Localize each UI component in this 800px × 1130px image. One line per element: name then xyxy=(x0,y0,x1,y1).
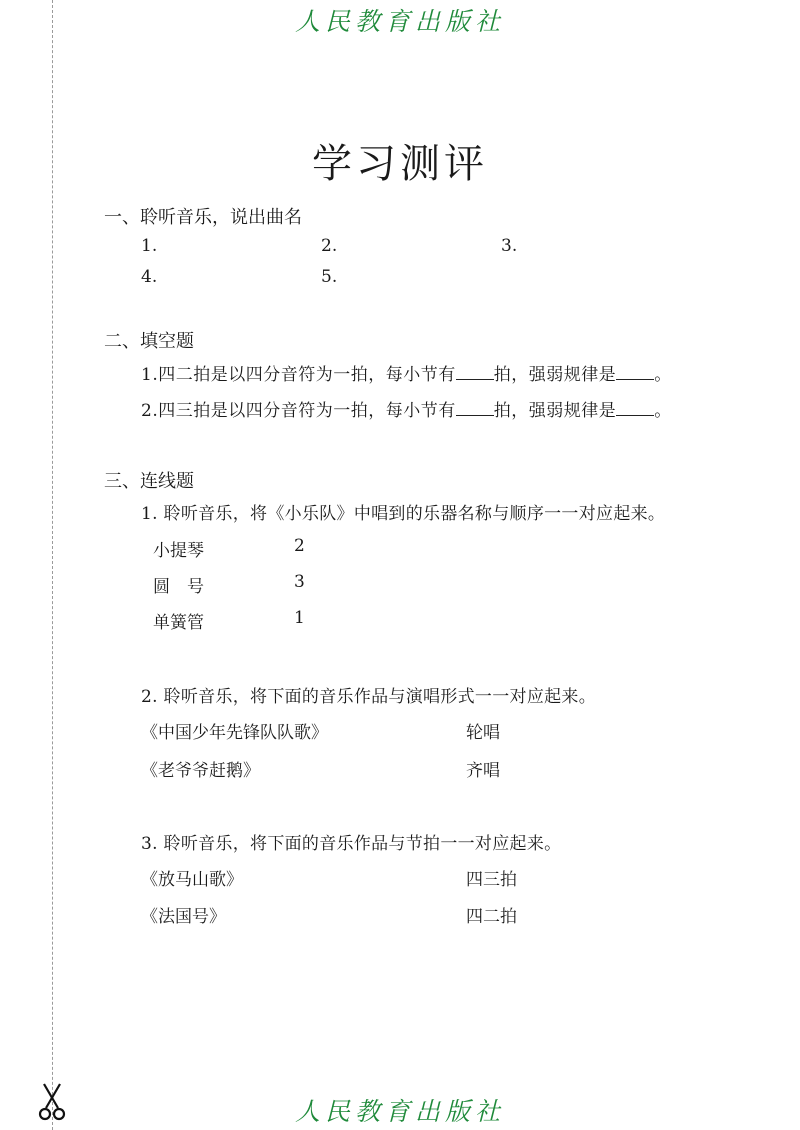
match3-prompt: 3. 聆听音乐，将下面的音乐作品与节拍一一对应起来。 xyxy=(141,834,562,854)
fill-q2-blank-1[interactable] xyxy=(456,399,494,416)
match1-right-2[interactable]: 3 xyxy=(294,572,305,592)
fill-q2-text-b: 拍，强弱规律是 xyxy=(493,401,617,421)
fill-q2-text-a: 2.四三拍是以四分音符为一拍，每小节有 xyxy=(141,401,456,421)
match1-right-1[interactable]: 2 xyxy=(294,536,305,556)
fill-question-2 xyxy=(141,396,672,421)
match2-left-1[interactable]: 《中国少年先锋队队歌》 xyxy=(141,723,328,743)
fill-q1-text-a: 1.四二拍是以四分音符为一拍，每小节有 xyxy=(141,365,456,385)
section3-heading: 三、连线题 xyxy=(104,471,194,492)
publisher-logo-bottom: 人民教育出版社 xyxy=(294,1097,505,1126)
match2-prompt: 2. 聆听音乐，将下面的音乐作品与演唱形式一一对应起来。 xyxy=(141,687,597,707)
page-title: 学习测评 xyxy=(312,141,488,187)
match1-left-3[interactable]: 单簧管 xyxy=(153,613,204,633)
listen-item-4: 4. xyxy=(141,267,158,287)
match1-prompt: 1. 聆听音乐，将《小乐队》中唱到的乐器名称与顺序一一对应起来。 xyxy=(141,504,666,524)
listen-item-2: 2. xyxy=(321,236,338,256)
match3-right-1[interactable]: 四三拍 xyxy=(466,870,517,890)
match2-right-2[interactable]: 齐唱 xyxy=(466,761,500,781)
scissors-icon xyxy=(38,1082,66,1122)
fill-q2-blank-2[interactable] xyxy=(616,399,654,416)
listen-item-3: 3. xyxy=(501,236,518,256)
section2-heading: 二、填空题 xyxy=(104,331,194,352)
publisher-logo-top: 人民教育出版社 xyxy=(294,7,505,36)
fill-q1-blank-1[interactable] xyxy=(456,363,494,380)
match3-left-2[interactable]: 《法国号》 xyxy=(141,907,226,927)
match1-left-2[interactable]: 圆 号 xyxy=(153,577,204,597)
fill-q1-blank-2[interactable] xyxy=(616,363,654,380)
fill-q1-text-c: 。 xyxy=(654,365,672,385)
match1-left-1[interactable]: 小提琴 xyxy=(153,541,204,561)
fill-q2-text-c: 。 xyxy=(654,401,672,421)
match2-left-2[interactable]: 《老爷爷赶鹅》 xyxy=(141,761,260,781)
listen-item-5: 5. xyxy=(321,267,338,287)
listen-item-1: 1. xyxy=(141,236,158,256)
section1-heading: 一、聆听音乐，说出曲名 xyxy=(104,207,302,228)
match3-right-2[interactable]: 四二拍 xyxy=(466,907,517,927)
match1-right-3[interactable]: 1 xyxy=(294,608,305,628)
match3-left-1[interactable]: 《放马山歌》 xyxy=(141,870,243,890)
fill-question-1 xyxy=(141,360,672,385)
match2-right-1[interactable]: 轮唱 xyxy=(466,723,500,743)
fill-q1-text-b: 拍，强弱规律是 xyxy=(493,365,617,385)
